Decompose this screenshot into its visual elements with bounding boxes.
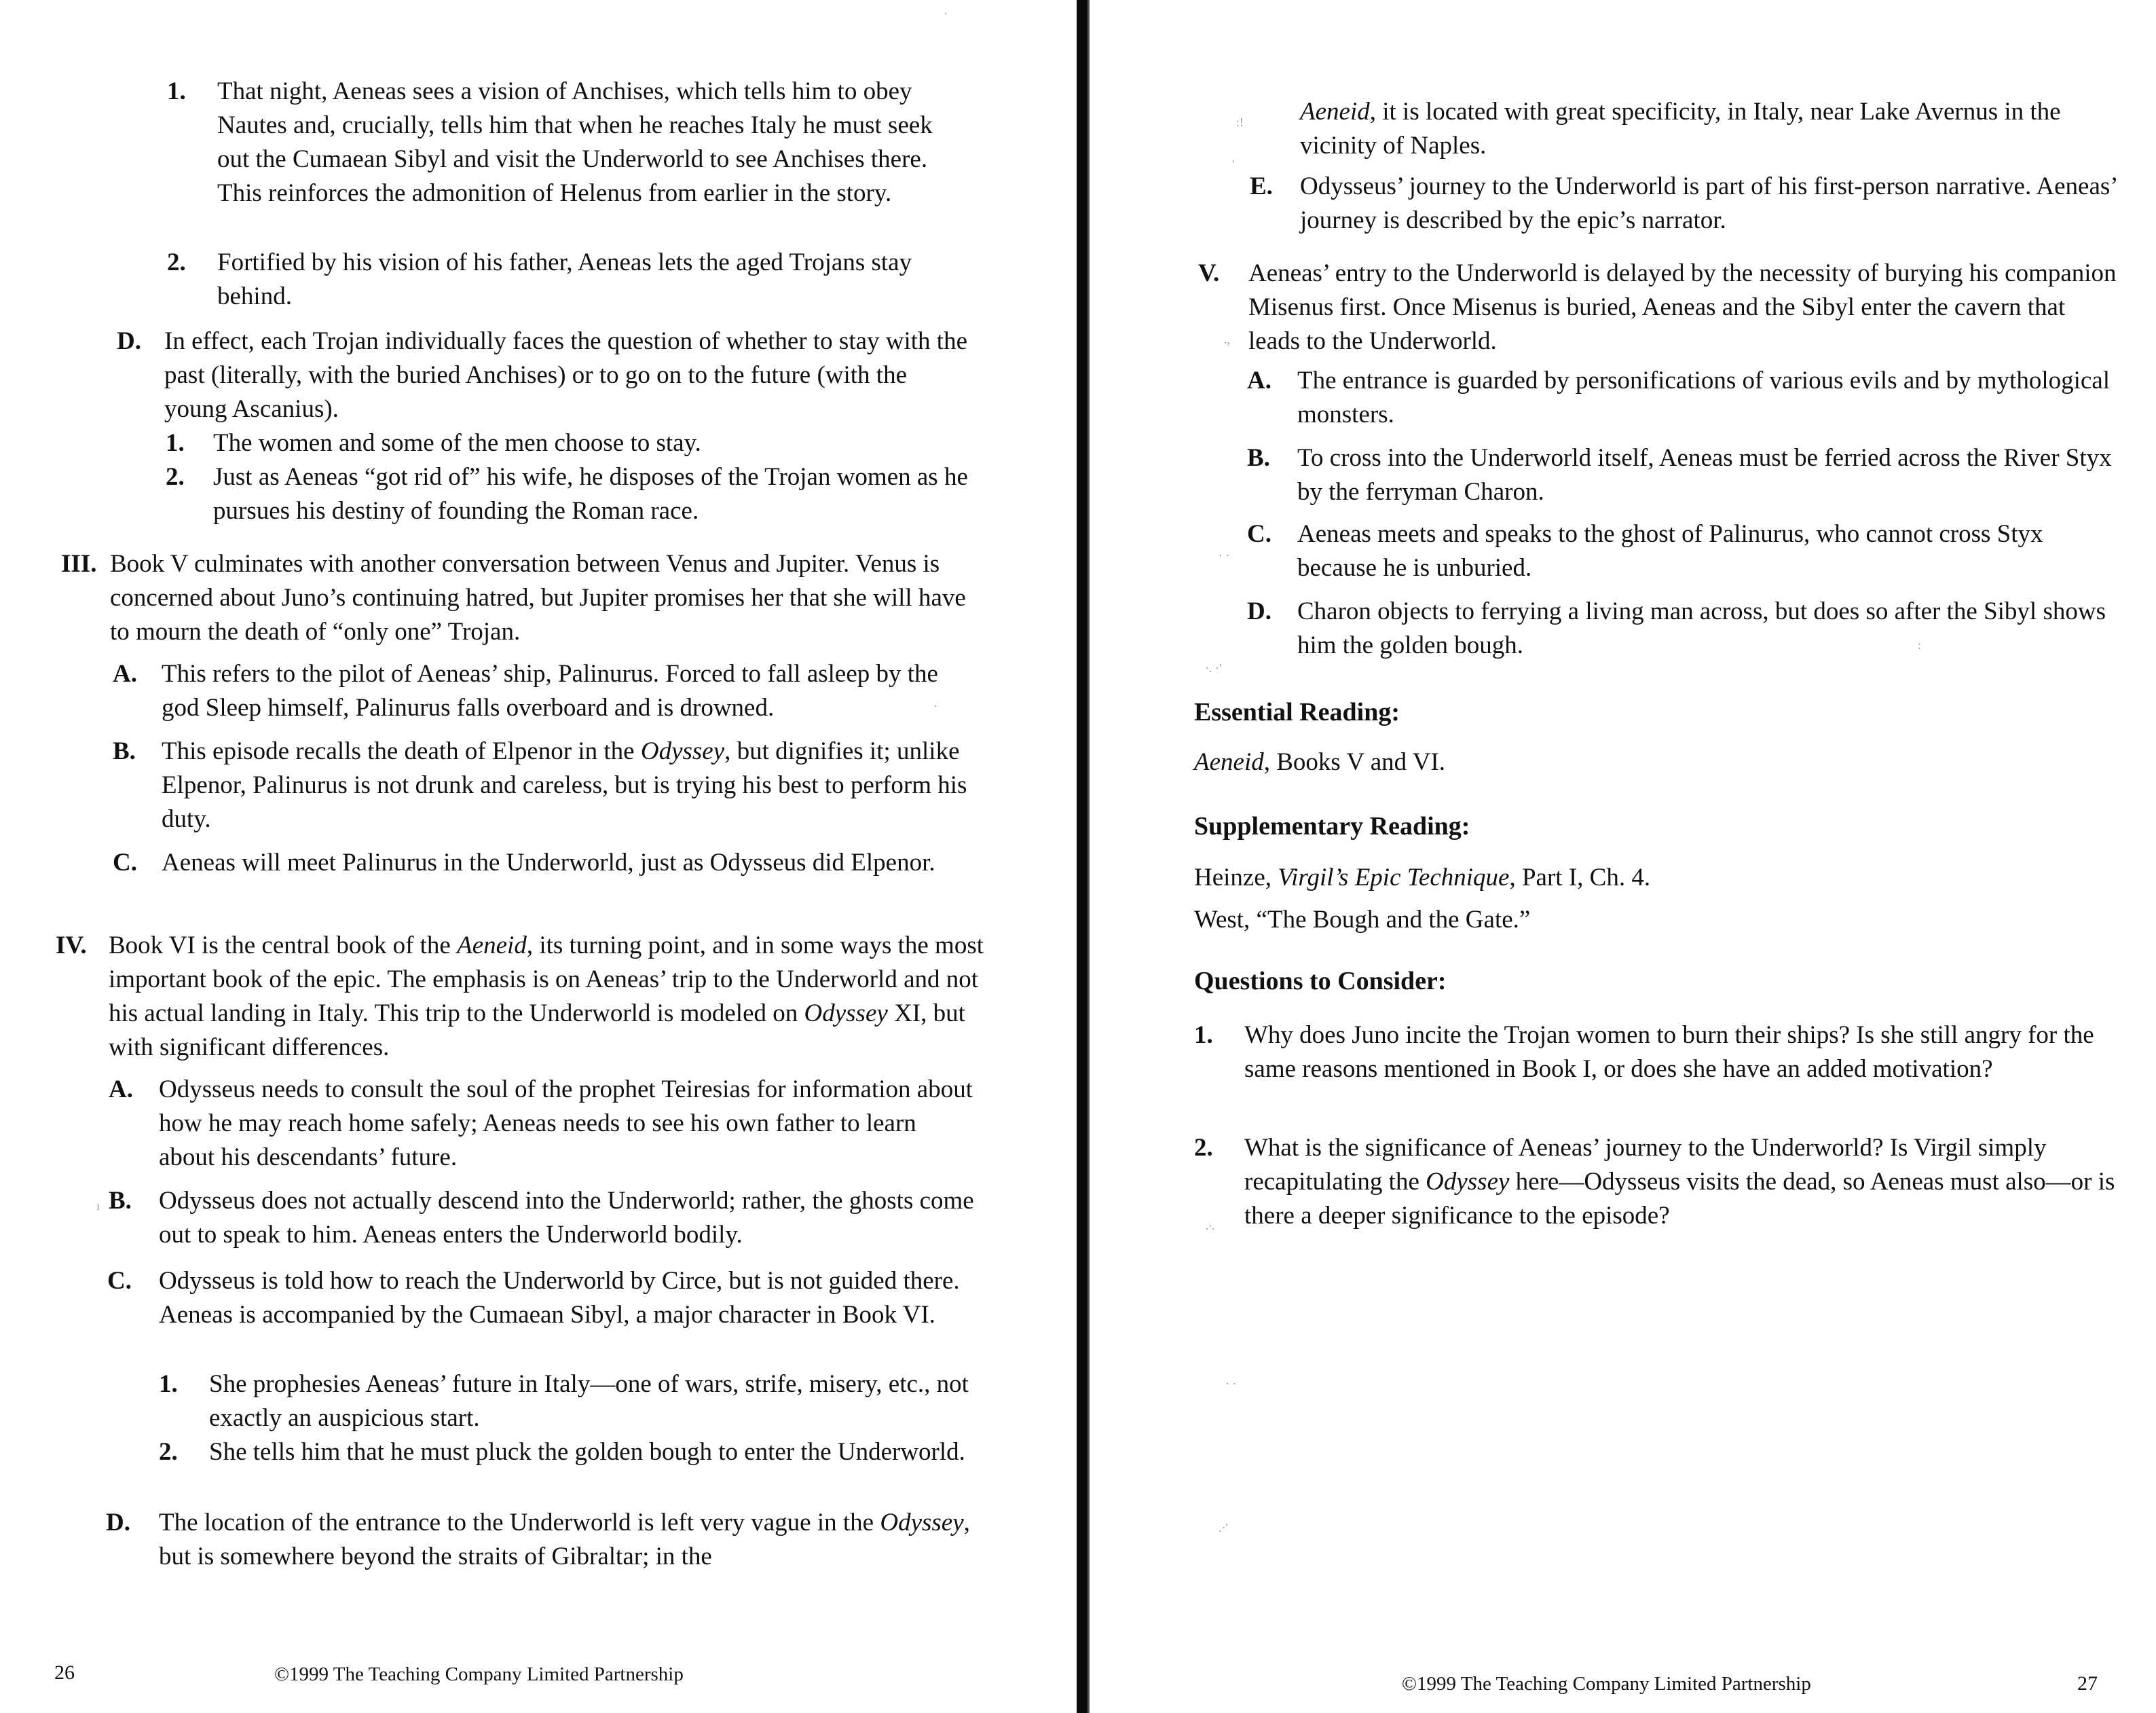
list-item: 1. She prophesies Aeneas’ future in Italy—one of wars, strife, misery, etc., not exactly an auspicious start. <box>159 1370 969 1432</box>
copyright-footer: ©1999 The Teaching Company Limited Partnership <box>274 1663 684 1685</box>
right-page <box>1103 0 2156 1713</box>
book-spine <box>1077 0 1088 1713</box>
scan-speck: · · <box>1219 549 1230 562</box>
scan-speck: · <box>933 699 937 713</box>
list-item: 2. Fortified by his vision of his father, Aeneas lets the aged Trojans stay behind. <box>167 248 912 310</box>
list-item: A. Odysseus needs to consult the soul of the prophet Teiresias for information about how he may reach home safely; Aeneas needs to see his own father to learn about his descendants’ future. <box>109 1075 973 1171</box>
list-item: E. Odysseus’ journey to the Underworld is part of his first-person narrative. Aeneas’ journey is described by the epic’s narrator. <box>1250 172 2117 234</box>
list-item: 2. She tells him that he must pluck the golden bough to enter the Underworld. <box>159 1438 965 1466</box>
list-item: 2. Just as Aeneas “got rid of” his wife, he disposes of the Trojan women as he pursues his destiny of founding the Roman race. <box>166 463 968 525</box>
supplementary-reading-entry: Heinze, Virgil’s Epic Technique, Part I, Ch. 4. <box>1194 864 1651 891</box>
list-item: A. This refers to the pilot of Aeneas’ ship, Palinurus. Forced to fall asleep by the god Sleep himself, Palinurus falls overboard and is drowned. <box>113 660 938 722</box>
list-item: IV. Book VI is the central book of the Aeneid, its turning point, and in some ways the most important book of the epic. The emphasis is on Aeneas’ trip to the Underworld and not his actual landing in Italy. This trip to the Underworld is modeled on Odyssey XI, but with significant differences. <box>56 932 984 1061</box>
questions-heading: Questions to Consider: <box>1194 967 1447 995</box>
scan-speck: :! <box>1236 115 1244 129</box>
list-item: C. Odysseus is told how to reach the Underworld by Circe, but is not guided there. Aeneas is accompanied by the Cumaean Sibyl, a major character in Book VI. <box>107 1267 960 1329</box>
scan-speck: .·' <box>1219 1521 1228 1534</box>
list-item: V. Aeneas’ entry to the Underworld is delayed by the necessity of burying his companion Misenus first. Once Misenus is buried, Aeneas and the Sibyl enter the cavern that leads to the Underworld. <box>1198 259 2117 355</box>
scan-speck: ·. ·' <box>1205 661 1222 675</box>
page-number: 26 <box>54 1661 75 1684</box>
scan-speck: ., <box>1224 333 1230 346</box>
list-item: A. The entrance is guarded by personifications of various evils and by mythological monsters. <box>1247 367 2111 428</box>
supplementary-reading-entry: West, “The Bough and the Gate.” <box>1194 906 1531 934</box>
spine-edge <box>1088 0 1090 1713</box>
list-item: C. Aeneas meets and speaks to the ghost of Palinurus, who cannot cross Styx because he is unburied. <box>1247 520 2043 582</box>
scan-speck: ·'· <box>1205 1222 1216 1236</box>
question-item: 1. Why does Juno incite the Trojan women to burn their ships? Is she still angry for the same reasons mentioned in Book I, or does she have an added motivation? <box>1194 1021 2094 1083</box>
page-number: 27 <box>2077 1672 2098 1695</box>
list-item: 1. That night, Aeneas sees a vision of Anchises, which tells him to obey Nautes and, crucially, tells him that when he reaches Italy he must seek out the Cumaean Sibyl and visit the Underworld to see Anchises there. This reinforces the admonition of Helenus from earlier in the story. <box>167 77 933 207</box>
question-item: 2. What is the significance of Aeneas’ journey to the Underworld? Is Virgil simply recapitulating the Odyssey here—Odysseus visits the dead, so Aeneas must also—or is there a deeper significance to the episode? <box>1194 1134 2115 1230</box>
scan-speck: ı <box>96 1199 100 1213</box>
left-page <box>0 0 1073 1713</box>
supplementary-reading-heading: Supplementary Reading: <box>1194 812 1470 841</box>
scan-speck: · · <box>1225 1377 1237 1390</box>
scan-speck: ' <box>1232 158 1235 171</box>
scan-speck: : <box>1918 638 1922 652</box>
list-item: C. Aeneas will meet Palinurus in the Underworld, just as Odysseus did Elpenor. <box>113 849 935 877</box>
list-item: D. The location of the entrance to the Underworld is left very vague in the Odyssey, but is somewhere beyond the straits of Gibraltar; in the <box>106 1509 970 1570</box>
scan-speck: · <box>944 7 948 20</box>
list-item: D. Charon objects to ferrying a living man across, but does so after the Sibyl shows him the golden bough. <box>1247 597 2106 659</box>
essential-reading-entry: Aeneid, Books V and VI. <box>1194 748 1445 776</box>
list-item: III. Book V culminates with another conversation between Venus and Jupiter. Venus is concerned about Juno’s continuing hatred, but Jupiter promises her that she will have to mourn the death of “only one” Trojan. <box>61 550 966 646</box>
list-item: Aeneid, it is located with great specificity, in Italy, near Lake Avernus in the vicinity of Naples. <box>1300 98 2061 160</box>
list-item: D. In effect, each Trojan individually faces the question of whether to stay with the past (literally, with the buried Anchises) or to go on to the future (with the young Ascanius). <box>117 327 968 423</box>
list-item: 1. The women and some of the men choose to stay. <box>166 429 701 457</box>
copyright-footer: ©1999 The Teaching Company Limited Partnership <box>1402 1673 1811 1695</box>
essential-reading-heading: Essential Reading: <box>1194 698 1400 726</box>
list-item: B. To cross into the Underworld itself, Aeneas must be ferried across the River Styx by the ferryman Charon. <box>1247 444 2112 506</box>
list-item: B. This episode recalls the death of Elpenor in the Odyssey, but dignifies it; unlike Elpenor, Palinurus is not drunk and careless, but is trying his best to perform his duty. <box>113 737 967 833</box>
list-item: B. Odysseus does not actually descend into the Underworld; rather, the ghosts come out to speak to him. Aeneas enters the Underworld bodily. <box>109 1187 974 1249</box>
